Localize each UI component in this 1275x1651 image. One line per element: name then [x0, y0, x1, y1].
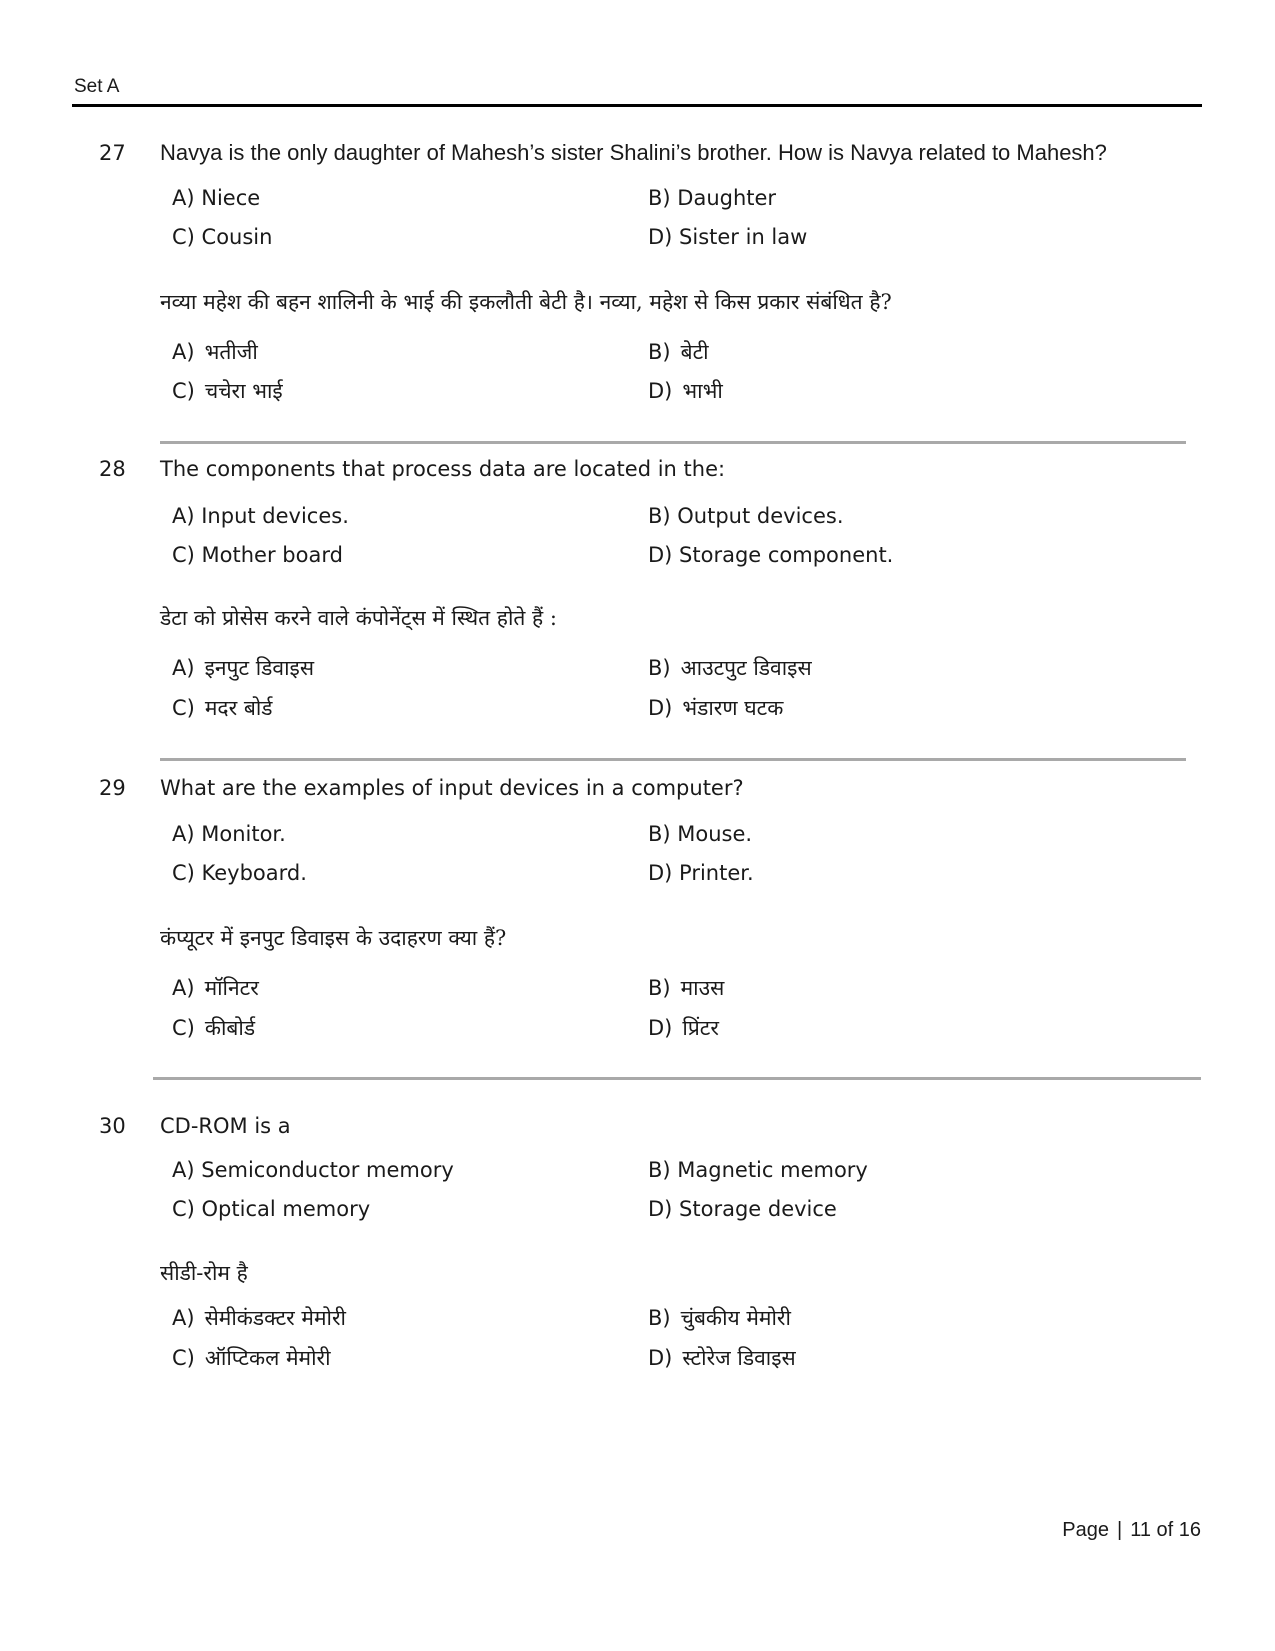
question-number: 29 [99, 776, 126, 800]
option-c-hi [172, 1344, 331, 1372]
option-letter: D) [648, 696, 673, 720]
question-divider [160, 441, 1186, 444]
option-text: मदर बोर्ड [204, 696, 273, 720]
option-b-hi [648, 654, 812, 682]
option-d-en: D) Sister in law [648, 225, 808, 249]
option-a-hi [172, 654, 314, 682]
question-text-en: CD-ROM is a [160, 1114, 291, 1138]
option-b-hi [648, 974, 724, 1002]
option-text: माउस [680, 976, 725, 1000]
option-a-en: A) Monitor. [172, 822, 286, 846]
option-d-hi [648, 694, 783, 722]
option-b-hi [648, 1304, 791, 1332]
option-letter: A) [172, 340, 195, 364]
option-a-hi [172, 974, 259, 1002]
option-text: आउटपुट डिवाइस [680, 656, 812, 680]
option-text: कीबोर्ड [204, 1016, 256, 1040]
option-a-en: A) Niece [172, 186, 261, 210]
question-text-en: Navya is the only daughter of Mahesh’s sister Shalini’s brother. How is Navya related to Mahesh? [160, 140, 1107, 165]
question-text-hi: डेटा को प्रोसेस करने वाले कंपोनेंट्स में स्थित होते हैं : [160, 606, 557, 630]
option-letter: D) [648, 1346, 673, 1370]
option-letter: A) [172, 1306, 195, 1330]
option-text: मॉनिटर [204, 976, 259, 1000]
option-letter: C) [172, 696, 195, 720]
question-text-en: What are the examples of input devices in a computer? [160, 776, 744, 800]
option-a-en: A) Input devices. [172, 504, 349, 528]
option-letter: B) [648, 340, 671, 364]
option-d-en: D) Printer. [648, 861, 754, 885]
option-text: प्रिंटर [682, 1016, 719, 1040]
option-text: भंडारण घटक [682, 696, 784, 720]
option-text: सेमीकंडक्टर मेमोरी [204, 1306, 346, 1330]
page-separator: | [1116, 1519, 1123, 1541]
option-text: स्टोरेज डिवाइस [682, 1346, 796, 1370]
question-divider [153, 1077, 1201, 1080]
option-letter: C) [172, 1016, 195, 1040]
question-text-hi: नव्या महेश की बहन शालिनी के भाई की इकलौती बेटी है। नव्या, महेश से किस प्रकार संबंधित है? [160, 290, 892, 314]
option-c-hi [172, 377, 283, 405]
option-text: चुंबकीय मेमोरी [680, 1306, 791, 1330]
option-c-hi [172, 1014, 255, 1042]
page-footer [1062, 1519, 1201, 1542]
option-d-hi [648, 377, 723, 405]
option-d-en: D) Storage device [648, 1197, 837, 1221]
question-divider [160, 758, 1186, 761]
option-letter: A) [172, 656, 195, 680]
question-number: 27 [99, 141, 126, 165]
option-c-hi [172, 694, 273, 722]
option-text: भतीजी [204, 340, 258, 364]
option-b-en: B) Output devices. [648, 504, 844, 528]
option-letter: B) [648, 976, 671, 1000]
option-text: चचेरा भाई [204, 379, 283, 403]
question-number: 30 [99, 1114, 126, 1138]
option-a-hi [172, 1304, 346, 1332]
option-letter: C) [172, 1346, 195, 1370]
option-c-en: C) Cousin [172, 225, 273, 249]
option-c-en: C) Optical memory [172, 1197, 371, 1221]
option-c-en: C) Keyboard. [172, 861, 307, 885]
option-b-en: B) Magnetic memory [648, 1158, 868, 1182]
option-a-en: A) Semiconductor memory [172, 1158, 454, 1182]
page-word: Page [1062, 1519, 1109, 1541]
page-number: 11 of 16 [1130, 1519, 1201, 1541]
option-text: भाभी [682, 379, 723, 403]
option-d-hi [648, 1014, 719, 1042]
option-letter: D) [648, 1016, 673, 1040]
header-rule [72, 104, 1202, 107]
option-text: बेटी [680, 340, 709, 364]
option-text: इनपुट डिवाइस [204, 656, 315, 680]
option-letter: D) [648, 379, 673, 403]
set-label: Set A [74, 76, 120, 97]
option-b-en: B) Daughter [648, 186, 777, 210]
option-letter: C) [172, 379, 195, 403]
option-c-en: C) Mother board [172, 543, 343, 567]
option-letter: B) [648, 1306, 671, 1330]
option-text: ऑप्टिकल मेमोरी [204, 1346, 331, 1370]
question-text-hi: कंप्यूटर में इनपुट डिवाइस के उदाहरण क्या हैं? [160, 926, 507, 950]
question-number: 28 [99, 457, 126, 481]
option-a-hi [172, 338, 258, 366]
question-text-hi: सीडी-रोम है [160, 1261, 248, 1285]
option-letter: A) [172, 976, 195, 1000]
option-b-en: B) Mouse. [648, 822, 753, 846]
question-text-en: The components that process data are located in the: [160, 457, 726, 481]
option-d-en: D) Storage component. [648, 543, 894, 567]
option-letter: B) [648, 656, 671, 680]
option-d-hi [648, 1344, 796, 1372]
option-b-hi [648, 338, 709, 366]
